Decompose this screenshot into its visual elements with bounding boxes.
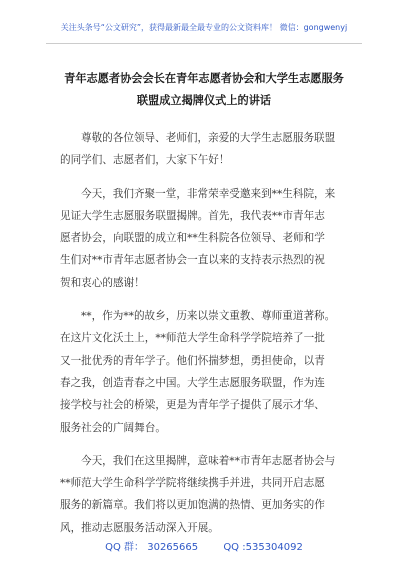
document-body — [60, 127, 356, 539]
text-line: 今天，我们齐聚一堂，非常荣幸受邀来到**生科院，来 — [81, 187, 336, 200]
header-banner: 关注头条号“公文研究”，获得最新最全最专业的公文资料库！ 微信：gongwenyj — [60, 23, 348, 32]
paragraph-gap — [60, 294, 356, 305]
text-line: 接学校与社会的桥梁，更是为青年学子提供了展示才华、 — [60, 399, 325, 412]
paragraph-gap — [60, 172, 356, 183]
footer-qq: QQ :535304092 — [223, 542, 303, 553]
paragraph-greeting — [60, 127, 356, 172]
text-line: 服务的新篇章。我们将以更加饱满的热情、更加务实的作 — [60, 499, 325, 512]
header-divider — [46, 43, 362, 44]
text-line: 见证大学生志愿服务联盟揭牌。首先，我代表**市青年志 — [60, 209, 325, 222]
title-line-1: 青年志愿者协会会长在青年志愿者协会和大学生志愿服务 — [64, 72, 344, 85]
footer-contact — [0, 538, 408, 553]
text-line: **师范大学生命科学学院将继续携手并进，共同开启志愿 — [60, 477, 325, 490]
text-line: 春之我，创造青春之中国。大学生志愿服务联盟，作为连 — [60, 376, 325, 389]
paragraph-hometown — [60, 305, 356, 439]
paragraph-gap — [60, 439, 356, 450]
title-line-2: 联盟成立揭牌仪式上的讲话 — [136, 94, 272, 107]
paragraph-unveiling — [60, 450, 356, 539]
text-line: 贺和衷心的感谢！ — [60, 276, 145, 289]
text-line: 风，推动志愿服务活动深入开展。 — [60, 521, 219, 534]
text-line: 尊敬的各位领导、老师们，亲爱的大学生志愿服务联盟 — [81, 132, 336, 144]
document-title — [40, 68, 368, 112]
text-line: 在这片文化沃土上，**师范大学生命科学学院培养了一批 — [60, 332, 325, 345]
text-line: 又一批优秀的青年学子。他们怀揣梦想，勇担使命，以青 — [60, 354, 325, 367]
text-line: 生们对**市青年志愿者协会一直以来的支持表示热烈的祝 — [60, 254, 325, 267]
text-line: 愿者协会，向联盟的成立和**生科院各位领导、老师和学 — [60, 232, 325, 245]
text-line: 服务社会的广阔舞台。 — [60, 421, 166, 434]
text-line: 今天，我们在这里揭牌，意味着**市青年志愿者协会与 — [81, 454, 336, 467]
text-line: 的同学们、志愿者们，大家下午好！ — [60, 154, 230, 167]
text-line: **，作为**的故乡，历来以崇文重教、尊师重道著称。 — [81, 310, 336, 323]
paragraph-welcome — [60, 183, 356, 294]
footer-qq-group: QQ 群： 30265665 — [105, 542, 199, 553]
